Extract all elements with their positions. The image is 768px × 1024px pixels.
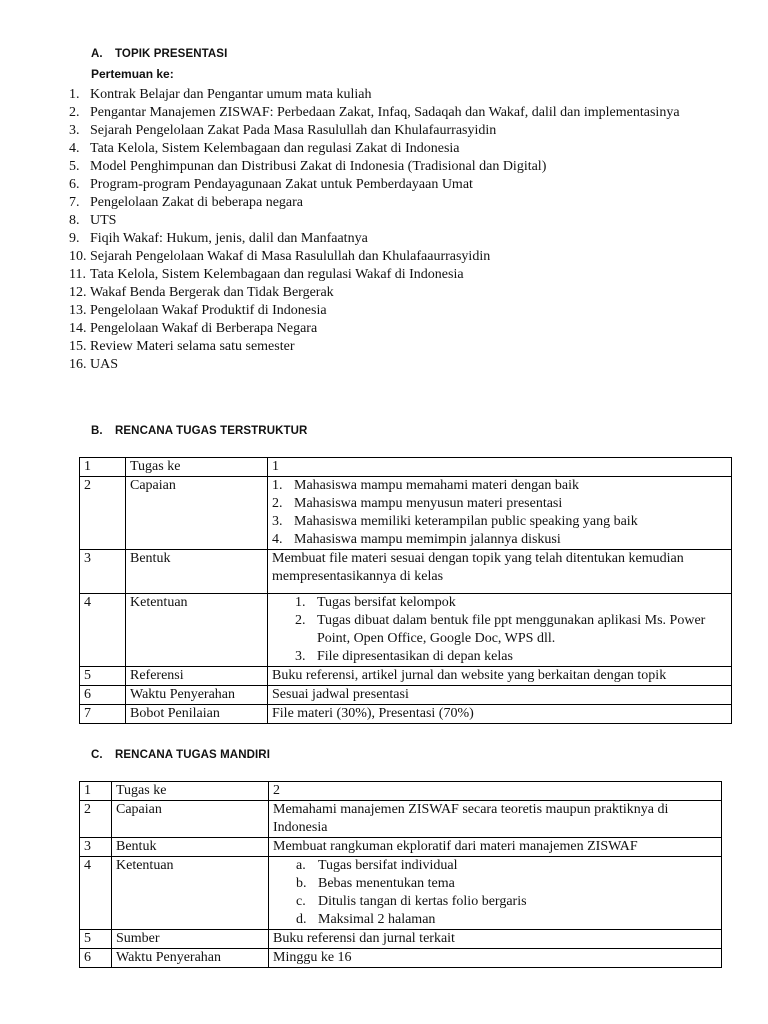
list-letter: b. (296, 876, 307, 891)
table-row (80, 550, 732, 594)
topic-number: 15. (69, 339, 87, 354)
row-value: Memahami manajemen ZISWAF secara teoretis maupun praktiknya di Indonesia (269, 801, 722, 838)
topic-text: UAS (90, 357, 119, 372)
topic-number: 7. (69, 195, 80, 210)
table-row (80, 838, 722, 857)
topic-number: 13. (69, 303, 87, 318)
topic-text: Pengelolaan Zakat di beberapa negara (90, 195, 304, 210)
row-label: Sumber (112, 930, 269, 949)
topic-number: 10. (69, 249, 87, 264)
row-value: Sesuai jadwal presentasi (268, 686, 732, 705)
table-row (80, 667, 732, 686)
row-number: 1 (80, 782, 112, 801)
requirements-list (272, 594, 727, 666)
row-label: Tugas ke (112, 782, 269, 801)
row-value: Minggu ke 16 (269, 949, 722, 968)
meeting-label: Pertemuan ke: (91, 67, 174, 81)
row-value: Membuat file materi sesuai dengan topik yang telah ditentukan kemudian mempresentasikannya di kelas (268, 550, 732, 594)
topic-item (69, 194, 709, 212)
section-a-title-text: TOPIK PRESENTASI (115, 48, 228, 60)
table-row (80, 782, 722, 801)
row-number: 1 (80, 458, 126, 477)
list-text: Mahasiswa mampu memahami materi dengan baik (294, 478, 579, 493)
list-text: Tugas dibuat dalam bentuk file ppt menggunakan aplikasi Ms. Power Point, Open Office, Google Doc, WPS dll. (317, 613, 706, 646)
topic-item (69, 338, 709, 356)
row-number: 2 (80, 477, 126, 550)
table-row (80, 949, 722, 968)
row-number: 7 (80, 705, 126, 724)
list-letter: a. (296, 858, 306, 873)
topic-text: Kontrak Belajar dan Pengantar umum mata kuliah (90, 87, 372, 102)
list-item (273, 911, 717, 929)
list-number: 3. (272, 514, 283, 529)
table-row (80, 930, 722, 949)
row-label: Ketentuan (126, 594, 268, 667)
topic-number: 8. (69, 213, 80, 228)
topic-number: 12. (69, 285, 87, 300)
list-text: File dipresentasikan di depan kelas (317, 649, 513, 664)
list-number: 2. (272, 496, 283, 511)
list-item (272, 531, 727, 549)
independent-task-table (79, 781, 722, 968)
section-c-letter: C. (91, 749, 103, 761)
list-text: Ditulis tangan di kertas folio bergaris (318, 894, 527, 909)
row-label: Tugas ke (126, 458, 268, 477)
topic-number: 14. (69, 321, 87, 336)
row-number: 6 (80, 686, 126, 705)
topic-number: 16. (69, 357, 87, 372)
list-item (273, 857, 717, 875)
list-item (272, 594, 727, 612)
structured-task-table (79, 457, 732, 724)
table-row (80, 857, 722, 930)
topic-number: 11. (69, 267, 86, 282)
topic-item (69, 122, 709, 140)
row-value: Buku referensi dan jurnal terkait (269, 930, 722, 949)
row-number: 6 (80, 949, 112, 968)
list-item (273, 875, 717, 893)
row-label: Bentuk (126, 550, 268, 594)
row-value: Buku referensi, artikel jurnal dan website yang berkaitan dengan topik (268, 667, 732, 686)
list-number: 1. (272, 478, 283, 493)
row-value: File materi (30%), Presentasi (70%) (268, 705, 732, 724)
row-label: Capaian (126, 477, 268, 550)
list-number: 4. (272, 532, 283, 547)
section-c-title (91, 749, 270, 761)
list-item (272, 495, 727, 513)
topic-item (69, 230, 709, 248)
list-letter: c. (296, 894, 306, 909)
list-item (272, 648, 727, 666)
topic-number: 2. (69, 105, 80, 120)
topic-text: Pengelolaan Wakaf Produktif di Indonesia (90, 303, 327, 318)
list-item (272, 612, 727, 648)
topic-item (69, 158, 709, 176)
row-label: Waktu Penyerahan (112, 949, 269, 968)
achievement-list (272, 477, 727, 549)
topic-text: UTS (90, 213, 117, 228)
list-number: 1. (295, 595, 306, 610)
topic-item (69, 176, 709, 194)
topic-number: 1. (69, 87, 80, 102)
list-item (272, 513, 727, 531)
row-value (268, 477, 732, 550)
row-label: Bentuk (112, 838, 269, 857)
topic-text: Wakaf Benda Bergerak dan Tidak Bergerak (90, 285, 334, 300)
topic-item (69, 302, 709, 320)
table-row (80, 458, 732, 477)
row-label: Capaian (112, 801, 269, 838)
row-label: Bobot Penilaian (126, 705, 268, 724)
topic-number: 6. (69, 177, 80, 192)
section-c-title-text: RENCANA TUGAS MANDIRI (115, 749, 271, 761)
row-number: 5 (80, 667, 126, 686)
topic-text: Sejarah Pengelolaan Zakat Pada Masa Rasulullah dan Khulafaurrasyidin (90, 123, 497, 138)
topic-item (69, 356, 709, 374)
list-text: Maksimal 2 halaman (318, 912, 436, 927)
topic-number: 5. (69, 159, 80, 174)
row-value (269, 857, 722, 930)
section-b-title-text: RENCANA TUGAS TERSTRUKTUR (115, 425, 308, 437)
topic-number: 4. (69, 141, 80, 156)
topic-text: Tata Kelola, Sistem Kelembagaan dan regulasi Zakat di Indonesia (90, 141, 460, 156)
topic-text: Fiqih Wakaf: Hukum, jenis, dalil dan Manfaatnya (90, 231, 368, 246)
list-number: 3. (295, 649, 306, 664)
topic-item (69, 140, 709, 158)
list-item (273, 893, 717, 911)
list-text: Mahasiswa memiliki keterampilan public speaking yang baik (294, 514, 638, 529)
requirements-list (273, 857, 717, 929)
topic-list (69, 86, 709, 374)
table-row (80, 801, 722, 838)
table-row (80, 686, 732, 705)
topic-number: 3. (69, 123, 80, 138)
topic-text: Pengelolaan Wakaf di Berberapa Negara (90, 321, 318, 336)
section-a-letter: A. (91, 48, 103, 60)
row-number: 5 (80, 930, 112, 949)
row-value: 1 (268, 458, 732, 477)
row-number: 2 (80, 801, 112, 838)
row-label: Ketentuan (112, 857, 269, 930)
topic-item (69, 266, 709, 284)
list-text: Mahasiswa mampu menyusun materi presentasi (294, 496, 563, 511)
topic-item (69, 320, 709, 338)
topic-item (69, 104, 709, 122)
section-b-title (91, 425, 307, 437)
topic-text: Model Penghimpunan dan Distribusi Zakat di Indonesia (Tradisional dan Digital) (90, 159, 547, 174)
topic-text: Pengantar Manajemen ZISWAF: Perbedaan Zakat, Infaq, Sadaqah dan Wakaf, dalil dan implementasinya (90, 105, 680, 120)
row-number: 4 (80, 857, 112, 930)
topic-text: Sejarah Pengelolaan Wakaf di Masa Rasulullah dan Khulafaaurrasyidin (90, 249, 491, 264)
list-text: Mahasiswa mampu memimpin jalannya diskusi (294, 532, 561, 547)
topic-item (69, 284, 709, 302)
topic-text: Tata Kelola, Sistem Kelembagaan dan regulasi Wakaf di Indonesia (90, 267, 464, 282)
list-letter: d. (296, 912, 307, 927)
row-value: Membuat rangkuman ekploratif dari materi manajemen ZISWAF (269, 838, 722, 857)
list-text: Bebas menentukan tema (318, 876, 455, 891)
table-row (80, 477, 732, 550)
topic-text: Review Materi selama satu semester (90, 339, 295, 354)
section-b-letter: B. (91, 425, 103, 437)
topic-number: 9. (69, 231, 80, 246)
list-number: 2. (295, 613, 306, 628)
table-row (80, 594, 732, 667)
row-number: 3 (80, 550, 126, 594)
row-value (268, 594, 732, 667)
row-label: Waktu Penyerahan (126, 686, 268, 705)
list-text: Tugas bersifat kelompok (317, 595, 456, 610)
topic-item (69, 248, 709, 266)
table-row (80, 705, 732, 724)
row-number: 3 (80, 838, 112, 857)
row-number: 4 (80, 594, 126, 667)
list-item (272, 477, 727, 495)
row-label: Referensi (126, 667, 268, 686)
topic-item (69, 86, 709, 104)
section-a-title (91, 48, 227, 60)
topic-text: Program-program Pendayagunaan Zakat untuk Pemberdayaan Umat (90, 177, 473, 192)
topic-item (69, 212, 709, 230)
row-value: 2 (269, 782, 722, 801)
list-text: Tugas bersifat individual (318, 858, 458, 873)
